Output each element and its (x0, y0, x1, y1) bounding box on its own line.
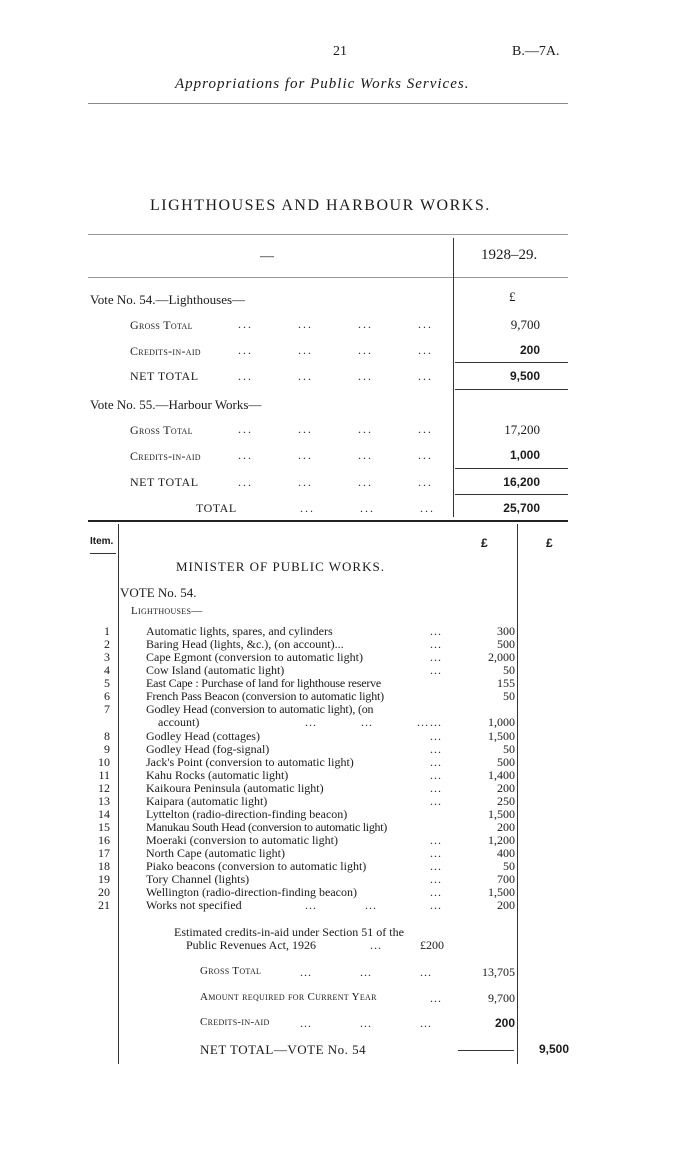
item-description: Jack's Point (conversion to automatic light) (146, 755, 354, 769)
item-amount: 200 (497, 820, 515, 834)
grand-total-rule (455, 494, 568, 495)
vote55-subtotal-rule (455, 468, 568, 469)
grand-total-value: 25,700 (503, 501, 540, 515)
section-title: LIGHTHOUSES AND HARBOUR WORKS. (150, 197, 491, 214)
item-number: 15 (98, 820, 110, 834)
item-number: 1 (104, 624, 110, 638)
col1-currency: £ (481, 536, 488, 550)
item-description: Tory Channel (lights) (146, 872, 250, 886)
vote55-credits-label: Credits-in-aid (130, 449, 201, 463)
item-description: Works not specified (146, 898, 242, 912)
item-amount: 700 (497, 872, 515, 886)
vote55-net-label: NET TOTAL (130, 475, 199, 489)
net-total-value: 9,500 (538, 1042, 569, 1056)
leader-dots: ... (430, 885, 442, 899)
item-amount: 500 (497, 755, 515, 769)
leader-dots: ... (430, 663, 442, 677)
item-amount: 2,000 (488, 650, 515, 664)
leader-dots: ... ... ... ... (238, 317, 433, 331)
item-header: Item. (90, 536, 114, 547)
leader-dots: ... (430, 768, 442, 782)
leader-dots: ... (430, 650, 442, 664)
vote54-net-label: NET TOTAL (130, 369, 199, 383)
credits-note-line-1: Estimated credits-in-aid under Section 51 of the (174, 925, 404, 939)
item-description: Automatic lights, spares, and cylinders (146, 624, 333, 638)
item-number: 21 (98, 898, 110, 912)
leader-dots: ... ... ... ... (238, 448, 433, 462)
item-number: 18 (98, 859, 110, 873)
subtotal-column-divider (517, 524, 518, 1064)
vote55-gross-label: Gross Total (130, 423, 193, 437)
item-amount: 500 (497, 637, 515, 651)
gross-total-label: Gross Total (200, 965, 262, 977)
item-amount: 200 (497, 898, 515, 912)
item-amount: 1,400 (488, 768, 515, 782)
leader-dots: ... (430, 991, 442, 1005)
item-number: 17 (98, 846, 110, 860)
item-description: Godley Head (fog-signal) (146, 742, 270, 756)
leader-dots: ... (430, 755, 442, 769)
leader-dots: ... (430, 794, 442, 808)
net-total-label: NET TOTAL—VOTE No. 54 (200, 1042, 367, 1057)
leader-dots: ... (430, 898, 442, 912)
summary-bottom-rule (88, 520, 568, 522)
summary-currency: £ (509, 289, 516, 304)
leader-dots: ... ... ... ... (238, 475, 433, 489)
item-description: Moeraki (conversion to automatic light) (146, 833, 338, 847)
amount-required-value: 9,700 (488, 991, 515, 1005)
leader-dots: ... (430, 833, 442, 847)
item-amount: 400 (497, 846, 515, 860)
item-description: Cow Island (automatic light) (146, 663, 285, 677)
header-rule (88, 103, 568, 104)
item-amount: 300 (497, 624, 515, 638)
item-number: 16 (98, 833, 110, 847)
item-amount: 1,200 (488, 833, 515, 847)
minister-heading: MINISTER OF PUBLIC WORKS. (176, 559, 385, 574)
item-number: 20 (98, 885, 110, 899)
vote54-net-value: 9,500 (509, 369, 540, 383)
vote54-heading: Vote No. 54.—Lighthouses— (90, 292, 246, 307)
summary-header-rule (88, 277, 568, 278)
leader-dots: ... (430, 624, 442, 638)
item-description: Piako beacons (conversion to automatic light) (146, 859, 367, 873)
leader-dots: ... ... (305, 898, 377, 912)
category-heading: Lighthouses— (131, 605, 203, 617)
vote54-credits-label: Credits-in-aid (130, 344, 201, 358)
page-number: 21 (333, 44, 347, 59)
item-amount: 50 (503, 859, 515, 873)
vote54-net-rule (455, 389, 568, 390)
item-amount: 1,500 (488, 885, 515, 899)
leader-dots: ... (430, 742, 442, 756)
item-number: 11 (98, 768, 110, 782)
leader-dots: ... (430, 729, 442, 743)
grand-total-label: TOTAL (196, 501, 237, 515)
item-amount: 50 (503, 663, 515, 677)
vote54-gross-label: Gross Total (130, 318, 193, 332)
item-description: Godley Head (cottages) (146, 729, 260, 743)
page-title: Appropriations for Public Works Services. (175, 76, 470, 92)
net-total-rule (458, 1050, 514, 1051)
item-description: Baring Head (lights, &c.), (on account)... (146, 637, 344, 651)
item-number: 5 (104, 676, 110, 690)
vote55-credits-value: 1,000 (509, 448, 540, 462)
item-amount: 1,500 (488, 807, 515, 821)
item-description: Manukau South Head (conversion to automatic light) (146, 820, 387, 834)
item-description: Kahu Rocks (automatic light) (146, 768, 289, 782)
item-number: 6 (104, 689, 110, 703)
summary-year-header: 1928–29. (481, 247, 538, 263)
leader-dots: ... (430, 846, 442, 860)
summary-column-divider (453, 238, 454, 517)
leader-dots: ... ... ... (305, 715, 429, 729)
vote-heading: VOTE No. 54. (120, 585, 197, 600)
item-description: Cape Egmont (conversion to automatic light) (146, 650, 363, 664)
item-amount: 1,000 (488, 715, 515, 729)
item-amount: 200 (497, 781, 515, 795)
amount-required-label: Amount required for Current Year (200, 991, 377, 1003)
item-number: 10 (98, 755, 110, 769)
item-description: Kaipara (automatic light) (146, 794, 268, 808)
item-number: 14 (98, 807, 110, 821)
item-number: 2 (104, 637, 110, 651)
summary-top-rule (88, 234, 568, 235)
item-description: Kaikoura Peninsula (automatic light) (146, 781, 324, 795)
gross-total-value: 13,705 (482, 965, 515, 979)
item-column-divider (118, 524, 119, 1064)
item-number: 7 (104, 702, 110, 716)
item-description: Godley Head (conversion to automatic light), (on (146, 702, 374, 716)
item-amount: 50 (503, 689, 515, 703)
item-description: East Cape : Purchase of land for lighthouse reserve (146, 676, 382, 690)
item-description: North Cape (automatic light) (146, 846, 285, 860)
item-description: Lyttelton (radio-direction-finding beacon) (146, 807, 348, 821)
item-description-continued: account) (158, 715, 200, 729)
leader-dots: ... ... ... (300, 965, 432, 979)
leader-dots: ... ... ... ... (238, 422, 433, 436)
vote55-heading: Vote No. 55.—Harbour Works— (90, 397, 262, 412)
leader-dots: ... (370, 938, 382, 952)
leader-dots: ... ... ... ... (238, 369, 433, 383)
item-number: 13 (98, 794, 110, 808)
item-amount: 250 (497, 794, 515, 808)
item-number: 12 (98, 781, 110, 795)
item-description: Wellington (radio-direction-finding beacon) (146, 885, 357, 899)
item-number: 3 (104, 650, 110, 664)
leader-dots: ... ... ... ... (238, 343, 433, 357)
vote55-gross-value: 17,200 (504, 422, 540, 437)
credits-in-aid-value: 200 (494, 1016, 515, 1030)
leader-dots: ... (430, 637, 442, 651)
item-number: 8 (104, 729, 110, 743)
item-amount: 1,500 (488, 729, 515, 743)
summary-blank-header: — (260, 249, 274, 264)
leader-dots: ... (430, 781, 442, 795)
leader-dots: ... (430, 872, 442, 886)
item-amount: 50 (503, 742, 515, 756)
leader-dots: ... (430, 859, 442, 873)
document-reference: B.—7A. (512, 44, 560, 59)
leader-dots: ... ... ... (300, 1016, 432, 1030)
col2-currency: £ (546, 536, 553, 550)
vote54-subtotal-rule (455, 362, 568, 363)
leader-dots: ... (430, 715, 442, 729)
vote55-net-value: 16,200 (503, 475, 540, 489)
item-number: 4 (104, 663, 110, 677)
item-header-rule (90, 553, 116, 554)
credits-note-line-2: Public Revenues Act, 1926 (186, 938, 316, 952)
leader-dots: ... ... ... (300, 501, 435, 515)
credits-note-amount: £200 (420, 938, 444, 952)
item-number: 19 (98, 872, 110, 886)
item-number: 9 (104, 742, 110, 756)
item-amount: 155 (497, 676, 515, 690)
item-description: French Pass Beacon (conversion to automatic light) (146, 689, 384, 703)
vote54-credits-value: 200 (519, 343, 540, 357)
vote54-gross-value: 9,700 (510, 317, 540, 332)
credits-in-aid-label: Credits-in-aid (200, 1016, 270, 1028)
